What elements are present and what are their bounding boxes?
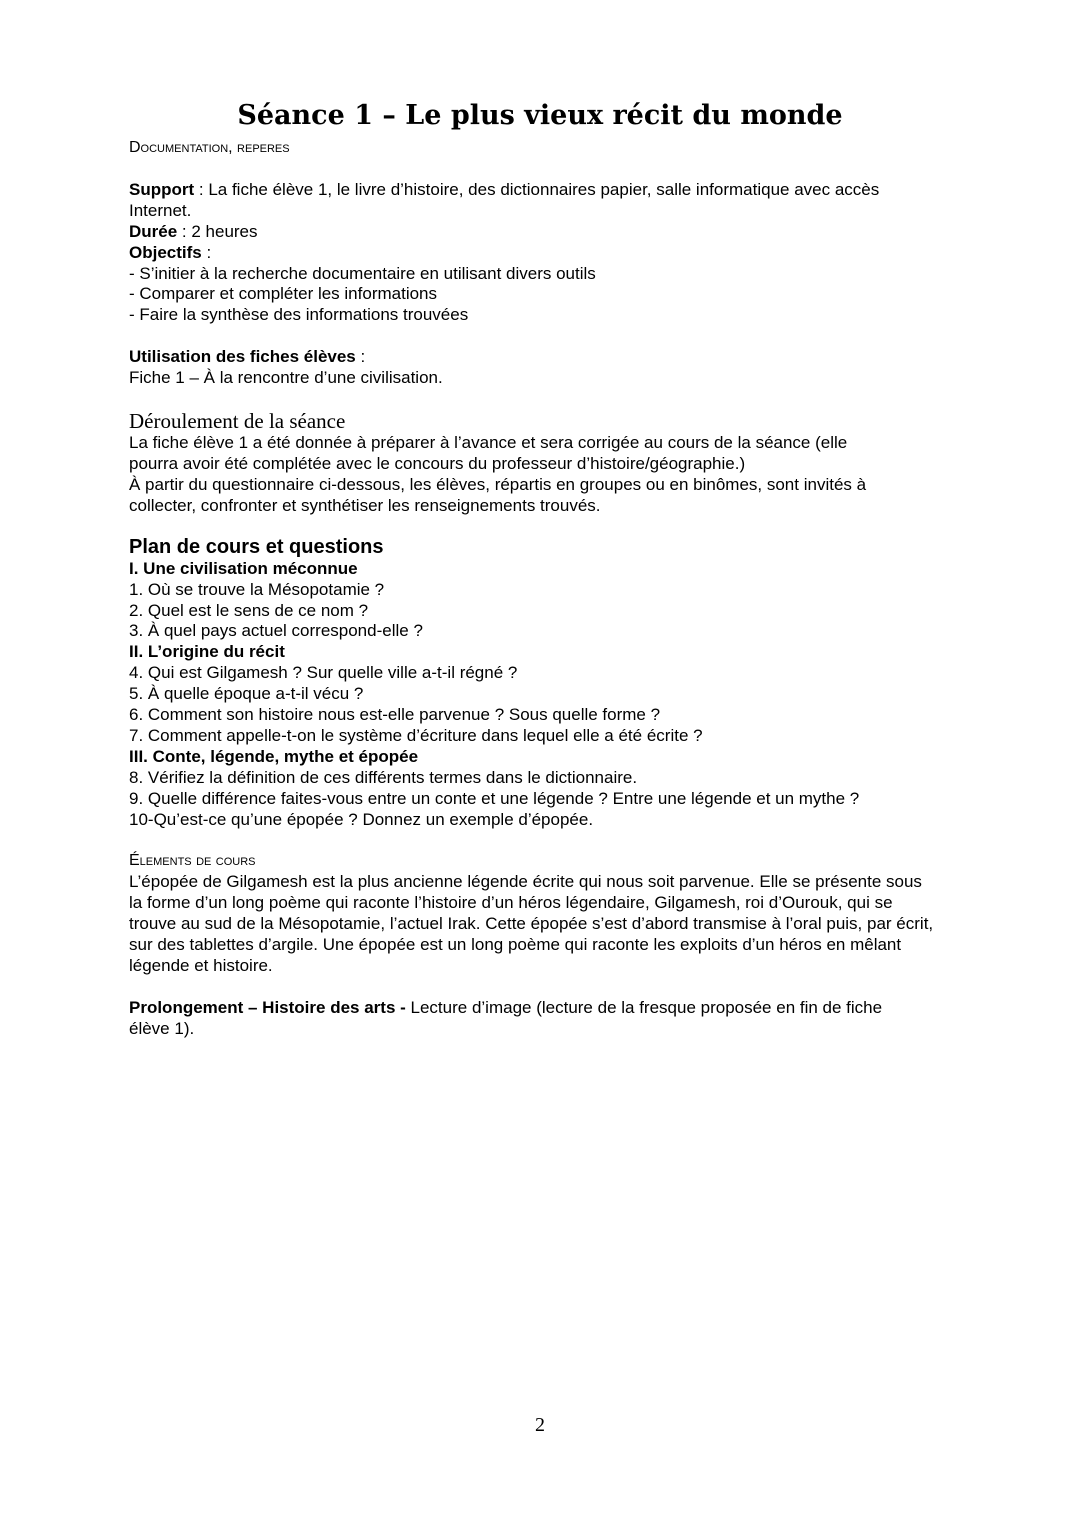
prolongement-label: Prolongement – Histoire des arts - — [129, 997, 406, 1017]
page-number: 2 — [535, 1414, 545, 1436]
elements-line: L’épopée de Gilgamesh est la plus ancienne légende écrite qui nous soit parvenue. Elle se présente sous — [129, 872, 922, 892]
question-item: 1. Où se trouve la Mésopotamie ? — [129, 579, 385, 599]
objectif-item: - S’initier à la recherche documentaire en utilisant divers outils — [129, 263, 596, 283]
document-body — [129, 138, 999, 1040]
objectif-item: - Faire la synthèse des informations trouvées — [129, 305, 469, 325]
question-item: 6. Comment son histoire nous est-elle parvenue ? Sous quelle forme ? — [129, 705, 661, 725]
deroulement-line: La fiche élève 1 a été donnée à préparer à l’avance et sera corrigée au cours de la séance (elle — [129, 433, 848, 453]
question-item: 2. Quel est le sens de ce nom ? — [129, 600, 369, 620]
question-item: 9. Quelle différence faites-vous entre un conte et une légende ? Entre une légende et un mythe ? — [129, 788, 860, 808]
question-item: 3. À quel pays actuel correspond-elle ? — [129, 621, 423, 641]
deroulement-line: collecter, confronter et synthétiser les renseignements trouvés. — [129, 495, 601, 515]
question-item: 8. Vérifiez la définition de ces différents termes dans le dictionnaire. — [129, 767, 638, 787]
objectifs-label: Objectifs — [129, 242, 202, 262]
prolongement-line-2: élève 1). — [129, 1018, 195, 1038]
deroulement-line: pourra avoir été complétée avec le concours du professeur d’histoire/géographie.) — [129, 453, 746, 473]
prolongement-text: Lecture d’image (lecture de la fresque proposée en fin de fiche — [405, 997, 883, 1017]
section-label: Documentation, reperes — [129, 139, 290, 156]
utilisation-heading: Utilisation des fiches élèves : — [129, 347, 366, 367]
duree-text: : 2 heures — [177, 221, 258, 241]
deroulement-heading: Déroulement de la séance — [129, 409, 346, 434]
plan-part-title: I. Une civilisation méconnue — [129, 558, 358, 578]
question-item: 10-Qu’est-ce qu’une épopée ? Donnez un exemple d’épopée. — [129, 809, 594, 829]
page-title: Séance 1 – Le plus vieux récit du monde — [237, 100, 843, 131]
elements-line: sur des tablettes d’argile. Une épopée est un long poème qui raconte les exploits d’un héros en mêlant — [129, 935, 902, 955]
elements-label: Élements de cours — [129, 852, 256, 870]
plan-part-title: III. Conte, légende, mythe et épopée — [129, 746, 419, 766]
objectifs-line: Objectifs : — [129, 242, 212, 262]
objectif-item: - Comparer et compléter les informations — [129, 284, 438, 304]
duree-line — [129, 222, 999, 243]
question-item: 7. Comment appelle-t-on le système d’écriture dans lequel elle a été écrite ? — [129, 725, 703, 745]
deroulement-line: À partir du questionnaire ci-dessous, les élèves, répartis en groupes ou en binômes, sont invités à — [129, 474, 867, 494]
elements-line: la forme d’un long poème qui raconte l’histoire d’un héros légendaire, Gilgamesh, roi d’Ourouk, qui se — [129, 893, 893, 913]
plan-heading: Plan de cours et questions — [129, 535, 384, 558]
support-text: La fiche élève 1, le livre d’histoire, des dictionnaires papier, salle informatique avec accès — [208, 179, 880, 199]
support-label: Support — [129, 179, 195, 199]
support-line-1: Support : La fiche élève 1, le livre d’histoire, des dictionnaires papier, salle informatique avec accès — [129, 179, 880, 199]
duree-label: Durée — [129, 221, 178, 241]
utilisation-text: Fiche 1 – À la rencontre d’une civilisation. — [129, 368, 443, 388]
plan-part-title: II. L’origine du récit — [129, 642, 285, 662]
question-item: 4. Qui est Gilgamesh ? Sur quelle ville a-t-il régné ? — [129, 663, 518, 683]
question-item: 5. À quelle époque a-t-il vécu ? — [129, 684, 364, 704]
utilisation-label: Utilisation des fiches élèves — [129, 347, 356, 367]
elements-line: légende et histoire. — [129, 956, 273, 975]
elements-line: trouve au sud de la Mésopotamie, l’actuel Irak. Cette épopée s’est d’abord transmise à l’oral puis, par écrit, — [129, 914, 934, 934]
prolongement-line-1 — [129, 998, 999, 1019]
support-line-2: Internet. — [129, 200, 192, 220]
